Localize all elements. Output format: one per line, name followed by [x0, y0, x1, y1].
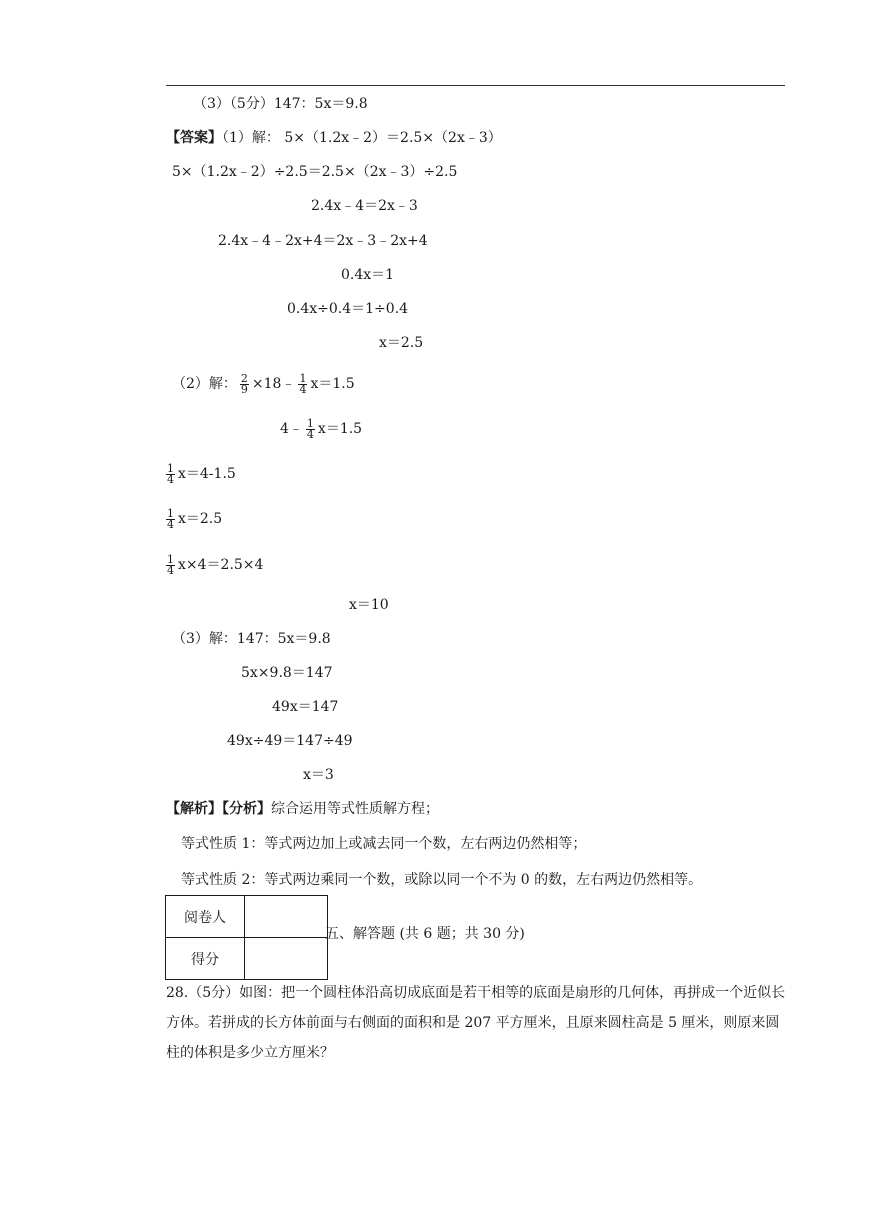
- score-table: [165, 895, 328, 980]
- fraction-2-9: $\frac{2}{9}$: [240, 371, 248, 396]
- score-table-grader-cell: [245, 896, 328, 938]
- answer-p1-intro-text: （1）解： 5×（1.2x﹣2）＝2.5×（2x﹣3）: [222, 130, 502, 146]
- answer-p3-intro: （3）解：147：5x＝9.8: [172, 631, 331, 647]
- problem3-header: （3）（5分）147：5x＝9.8: [193, 96, 368, 112]
- answer-p1-step: 2.4x﹣4＝2x﹣3: [311, 198, 418, 214]
- answer-p3-step: 5x×9.8＝147: [241, 665, 333, 681]
- problem-28: 28.（5分）如图：把一个圆柱体沿高切成底面是若干相等的底面是扇形的几何体，再拼成一个近似长方体。若拼成的长方体前面与右侧面的面积和是 207 平方厘米，且原来圆柱高是 5 厘米，则原来圆柱的体积是多少立方厘米？: [166, 985, 786, 1061]
- answer-p1-intro: [166, 129, 502, 147]
- score-table-score-cell: [245, 938, 328, 980]
- header-rule: [166, 85, 785, 86]
- fraction-1-4: $\frac{1}{4}$: [299, 371, 307, 396]
- score-table-grader-label: 阅卷人: [166, 896, 245, 938]
- fraction-1-4: $\frac{1}{4}$: [167, 461, 174, 486]
- score-table-score-label: 得分: [166, 938, 245, 980]
- answer-p1-step: 2.4x﹣4﹣2x+4＝2x﹣3﹣2x+4: [218, 233, 428, 249]
- answer-tag: 【答案】: [166, 130, 222, 146]
- analysis-prop1: 等式性质 1：等式两边加上或减去同一个数，左右两边仍然相等；: [181, 836, 587, 852]
- answer-p1-step: 0.4x＝1: [341, 267, 395, 283]
- answer-p2-intro: （2）解： $\frac{2}{9}$ ×18﹣ $\frac{1}{4}$ x＝1.5: [172, 371, 355, 396]
- answer-p2-step3: $\frac{1}{4}$ x＝2.5: [167, 506, 223, 531]
- answer-p1-step: 5×（1.2x﹣2）÷2.5＝2.5×（2x﹣3）÷2.5: [172, 164, 458, 180]
- section-title: 五、解答题 (共 6 题；共 30 分): [325, 926, 525, 942]
- answer-p2-step4: $\frac{1}{4}$ x×4＝2.5×4: [167, 552, 264, 577]
- analysis-heading: [166, 800, 439, 818]
- analysis-prop2: 等式性质 2：等式两边乘同一个数，或除以同一个不为 0 的数，左右两边仍然相等。: [181, 872, 703, 888]
- fraction-1-4: $\frac{1}{4}$: [167, 506, 174, 531]
- answer-p3-step: 49x÷49＝147÷49: [227, 733, 353, 749]
- fraction-1-4: $\frac{1}{4}$: [167, 552, 174, 577]
- answer-p1-step: x＝2.5: [379, 335, 424, 351]
- answer-p3-step: x＝3: [303, 767, 334, 783]
- fraction-1-4: $\frac{1}{4}$: [306, 416, 314, 441]
- answer-p2-step2: $\frac{1}{4}$ x＝4-1.5: [167, 461, 236, 486]
- answer-p2-result: x＝10: [349, 597, 389, 613]
- answer-p2-step1: 4﹣ $\frac{1}{4}$ x＝1.5: [280, 416, 363, 441]
- analysis-tag: 【解析】【分析】: [166, 801, 271, 817]
- answer-p3-step: 49x＝147: [272, 699, 339, 715]
- analysis-text: 综合运用等式性质解方程；: [271, 801, 439, 817]
- answer-p1-step: 0.4x÷0.4＝1÷0.4: [287, 301, 409, 317]
